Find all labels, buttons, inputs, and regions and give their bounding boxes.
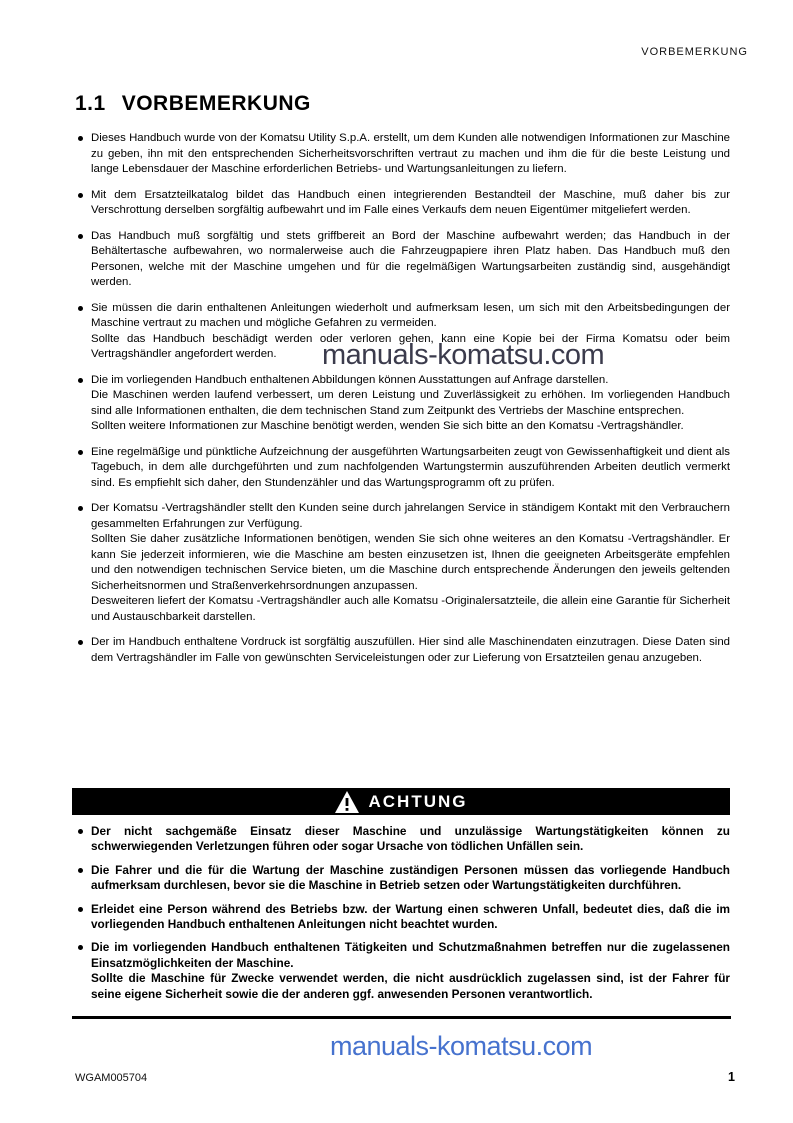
intro-bullet-list bbox=[75, 131, 730, 676]
list-item bbox=[75, 445, 730, 492]
paragraph: Sollte das Handbuch beschädigt werden oder verloren gehen, kann eine Kopie bei der Firma Komatsu oder beim Vertragshändler angefordert werden. bbox=[91, 332, 730, 360]
section-title-text: VORBEMERKUNG bbox=[121, 92, 311, 115]
running-header: VORBEMERKUNG bbox=[641, 46, 748, 58]
bullet-icon bbox=[78, 450, 83, 455]
bullet-icon bbox=[78, 193, 83, 198]
warning-triangle-icon bbox=[335, 791, 359, 813]
paragraph: Die im vorliegenden Handbuch enthaltenen Tätigkeiten und Schutzmaßnahmen betreffen nur die zugelassenen Einsatzmöglichkeiten der Maschine. bbox=[91, 940, 730, 970]
list-item bbox=[75, 902, 730, 933]
paragraph: Der Komatsu -Vertragshändler stellt den Kunden seine durch jahrelangen Service in ständigem Kontakt mit den Verbrauchern gesammelten Erfahrungen zur Verfügung. bbox=[91, 502, 730, 530]
bullet-icon bbox=[78, 945, 83, 950]
warning-banner bbox=[72, 788, 730, 815]
bullet-icon bbox=[78, 306, 83, 311]
bullet-icon bbox=[78, 234, 83, 239]
bullet-icon bbox=[78, 868, 83, 873]
bullet-icon bbox=[78, 640, 83, 645]
bullet-icon bbox=[78, 829, 83, 834]
paragraph: Die im vorliegenden Handbuch enthaltenen Abbildungen können Ausstattungen auf Anfrage darstellen. bbox=[91, 373, 609, 386]
list-item bbox=[75, 301, 730, 363]
bullet-icon bbox=[78, 378, 83, 383]
watermark-bottom: manuals-komatsu.com bbox=[330, 1031, 593, 1061]
bullet-icon bbox=[78, 907, 83, 912]
list-item bbox=[75, 824, 730, 855]
paragraph: Sollte die Maschine für Zwecke verwendet werden, die nicht ausdrücklich zugelassen sind, ist der Fahrer für seine eigene Sicherheit sowie die der anderen ggf. anwesenden Personen verantwortlich. bbox=[91, 971, 730, 1001]
paragraph: Dieses Handbuch wurde von der Komatsu Utility S.p.A. erstellt, um dem Kunden alle notwendigen Informationen zur Maschine zu geben, ihn mit den entsprechenden Sicherheitsvorschriften vertraut zu machen und ihm die für die beste Leistung und lange Lebensdauer der Maschine erforderlichen Betriebs- und Wartungsanleitungen zu liefern. bbox=[91, 132, 730, 175]
page-number: 1 bbox=[728, 1070, 735, 1084]
bullet-icon bbox=[78, 136, 83, 141]
paragraph: Erleidet eine Person während des Betriebs bzw. der Wartung einen schweren Unfall, bedeutet dies, daß die im vorliegenden Handbuch enthaltenen Anleitungen nicht beachtet wurden. bbox=[91, 901, 730, 932]
list-item bbox=[75, 635, 730, 666]
bullet-icon bbox=[78, 506, 83, 511]
list-item bbox=[75, 863, 730, 894]
section-number: 1.1 bbox=[75, 92, 106, 115]
paragraph: Mit dem Ersatzteilkatalog bildet das Handbuch einen integrierenden Bestandteil der Maschine, muß daher bis zur Verschrottung derselben sorgfältig aufbewahrt und im Falle eines Verkaufs dem neuen Eigentümer mitgeliefert werden. bbox=[91, 188, 730, 216]
paragraph: Die Maschinen werden laufend verbessert, um deren Leistung und Zuverlässigkeit zu erhöhen. Im vorliegenden Handbuch sind alle Informationen enthalten, die dem technischen Stand zum Zeitpunkt des Vertriebs der Maschine entsprechen. bbox=[91, 389, 730, 417]
list-item bbox=[75, 188, 730, 219]
paragraph: Der im Handbuch enthaltene Vordruck ist sorgfältig auszufüllen. Hier sind alle Maschinendaten einzutragen. Diese Daten sind dem Vertragshändler im Falle von gewünschten Serviceleistungen oder zur Lieferung von Ersatzteilen genau anzugeben. bbox=[91, 636, 730, 664]
paragraph: Sie müssen die darin enthaltenen Anleitungen wiederholt und aufmerksam lesen, um sich mit den Arbeitsbedingungen der Maschine vertraut zu machen und mögliche Gefahren zu vermeiden. bbox=[91, 301, 730, 329]
warning-banner-label: ACHTUNG bbox=[368, 791, 468, 811]
page-footer bbox=[75, 1070, 735, 1084]
paragraph: Der nicht sachgemäße Einsatz dieser Maschine und unzulässige Wartungstätigkeiten können zu schwerwiegenden Verletzungen führen oder sogar Ursache von tödlichen Unfällen sein. bbox=[91, 824, 730, 854]
paragraph: Sollten Sie daher zusätzliche Informationen benötigen, wenden Sie sich ohne weiteres an den Komatsu -Vertragshändler. Er kann Sie jederzeit informieren, wie die Maschine am besten einzusetzen ist, Ihnen die geeigneten Arbeitsgeräte empfehlen und den notwendigen technischen Service bieten, um die Maschine durch entsprechende Änderungen den jeweils geltenden Sicherheitsnormen und Straßenverkehrsordnungen anzupassen. bbox=[91, 533, 730, 592]
list-item bbox=[75, 501, 730, 625]
warning-bullet-list bbox=[75, 824, 730, 1010]
list-item bbox=[75, 373, 730, 435]
watermark-mid: manuals-komatsu.com bbox=[322, 339, 605, 371]
paragraph: Desweiteren liefert der Komatsu -Vertragshändler auch alle Komatsu -Originalersatzteile, die allein eine Garantie für Sicherheit und Austauschbarkeit darstellen. bbox=[91, 595, 730, 623]
list-item bbox=[75, 940, 730, 1002]
list-item bbox=[75, 229, 730, 291]
list-item bbox=[75, 131, 730, 178]
paragraph: Die Fahrer und die für die Wartung der Maschine zuständigen Personen müssen das vorliegende Handbuch aufmerksam durchlesen, bevor sie die Maschine in Betrieb setzen oder Wartungstätigkeiten durchführen. bbox=[91, 862, 730, 893]
paragraph: Eine regelmäßige und pünktliche Aufzeichnung der ausgeführten Wartungsarbeiten zeugt von Gewissenhaftigkeit und dient als Tagebuch, in dem alle durchgeführten und zum nachfolgenden Wartungstermin auszuführenden Arbeiten deutlich vermerkt sind. Es empfiehlt sich daher, den Stundenzähler und das Wartungsprogramm oft zu prüfen. bbox=[91, 445, 730, 489]
document-code: WGAM005704 bbox=[75, 1072, 148, 1084]
footer-divider bbox=[72, 1016, 731, 1019]
paragraph: Das Handbuch muß sorgfältig und stets griffbereit an Bord der Maschine aufbewahrt werden; das Handbuch in der Behältertasche aufbewahren, wo normalerweise auch die Fahrzeugpapiere ihren Platz haben. Das Handbuch muß den Personen, welche mit der Maschine umgehen und für die regelmäßigen Wartungsarbeiten zuständig sind, ausgehändigt werden. bbox=[91, 229, 730, 288]
page-title bbox=[75, 92, 311, 116]
paragraph: Sollten weitere Informationen zur Maschine benötigt werden, wenden Sie sich bitte an den Komatsu -Vertragshändler. bbox=[91, 420, 684, 432]
